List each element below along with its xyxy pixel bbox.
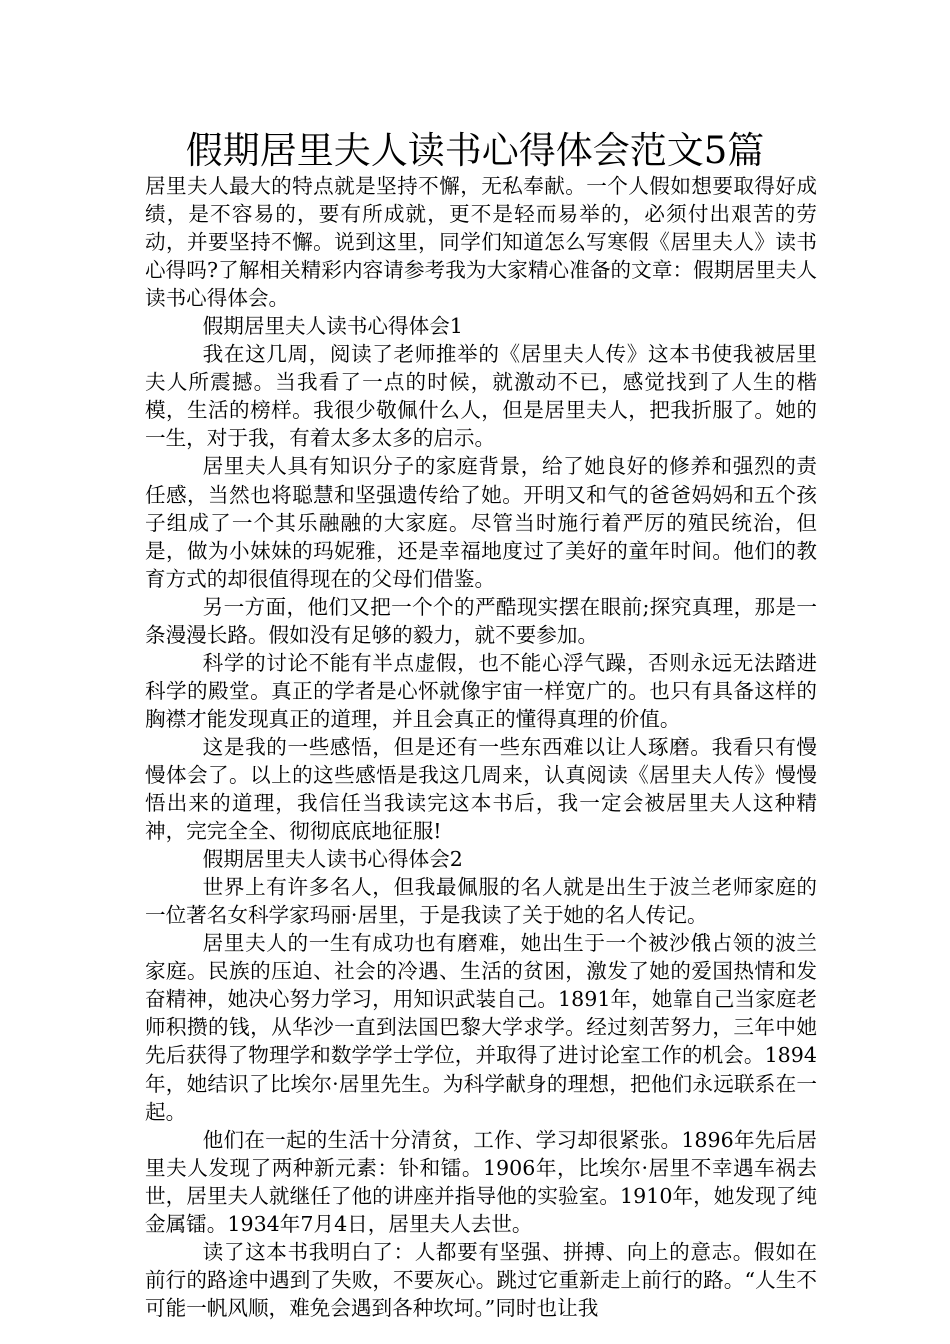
paragraph: 居里夫人的一生有成功也有磨难，她出生于一个被沙俄占领的波兰家庭。民族的压迫、社会的冷遇、生活的贫困，激发了她的爱国热情和发奋精神，她决心努力学习，用知识武装自己。1891年，她靠自己当家庭老师积攒的钱，从华沙一直到法国巴黎大学求学。经过刻苦努力，三年中她先后获得了物理学和数学学士学位，并取得了进讨论室工作的机会。1894年，她结识了比埃尔·居里先生。为科学献身的理想，把他们永远联系在一起。	[145, 931, 817, 1124]
paragraph: 科学的讨论不能有半点虚假，也不能心浮气躁，否则永远无法踏进科学的殿堂。真正的学者是心怀就像宇宙一样宽广的。也只有具备这样的胸襟才能发现真正的道理，并且会真正的懂得真理的价值。	[145, 650, 817, 731]
paragraph: 这是我的一些感悟，但是还有一些东西难以让人琢磨。我看只有慢慢体会了。以上的这些感悟是我这几周来，认真阅读《居里夫人传》慢慢悟出来的道理，我信任当我读完这本书后，我一定会被居里夫人这种精神，完完全全、彻彻底底地征服!	[145, 734, 817, 844]
paragraph: 世界上有许多名人，但我最佩服的名人就是出生于波兰老师家庭的一位著名女科学家玛丽·居里，于是我读了关于她的名人传记。	[145, 875, 817, 928]
paragraph-intro: 居里夫人最大的特点就是坚持不懈，无私奉献。一个人假如想要取得好成绩，是不容易的，要有所成就，更不是轻而易举的，必须付出艰苦的劳动，并要坚持不懈。说到这里，同学们知道怎么写寒假《居里夫人》读书心得吗?了解相关精彩内容请参考我为大家精心准备的文章：假期居里夫人读书心得体会。	[145, 174, 817, 311]
paragraph: 他们在一起的生活十分清贫，工作、学习却很紧张。1896年先后居里夫人发现了两种新元素：钋和镭。1906年，比埃尔·居里不幸遇车祸去世，居里夫人就继任了他的讲座并指导他的实验室。1910年，她发现了纯金属镭。1934年7月4日，居里夫人去世。	[145, 1127, 817, 1236]
section-heading-1: 假期居里夫人读书心得体会1	[202, 314, 463, 339]
paragraph: 居里夫人具有知识分子的家庭背景，给了她良好的修养和强烈的责任感，当然也将聪慧和坚强遗传给了她。开明又和气的爸爸妈妈和五个孩子组成了一个其乐融融的大家庭。尽管当时施行着严厉的殖民统治，但是，做为小妹妹的玛妮雅，还是幸福地度过了美好的童年时间。他们的教育方式的却很值得现在的父母们借鉴。	[145, 454, 817, 591]
paragraph: 另一方面，他们又把一个个的严酷现实摆在眼前;探究真理，那是一条漫漫长路。假如没有足够的毅力，就不要参加。	[145, 594, 817, 647]
paragraph: 我在这几周，阅读了老师推举的《居里夫人传》这本书使我被居里夫人所震撼。当我看了一点的时候，就激动不已，感觉找到了人生的楷模，生活的榜样。我很少敬佩什么人，但是居里夫人，把我折服了。她的一生，对于我，有着太多太多的启示。	[145, 342, 817, 451]
document-title: 假期居里夫人读书心得体会范文5篇	[185, 129, 765, 172]
document-body	[145, 172, 817, 1322]
section-heading-2: 假期居里夫人读书心得体会2	[202, 847, 463, 872]
paragraph: 读了这本书我明白了：人都要有坚强、拼搏、向上的意志。假如在前行的路途中遇到了失败，不要灰心。跳过它重新走上前行的路。“人生不可能一帆风顺，难免会遇到各种坎坷。”同时也让我	[145, 1239, 817, 1320]
